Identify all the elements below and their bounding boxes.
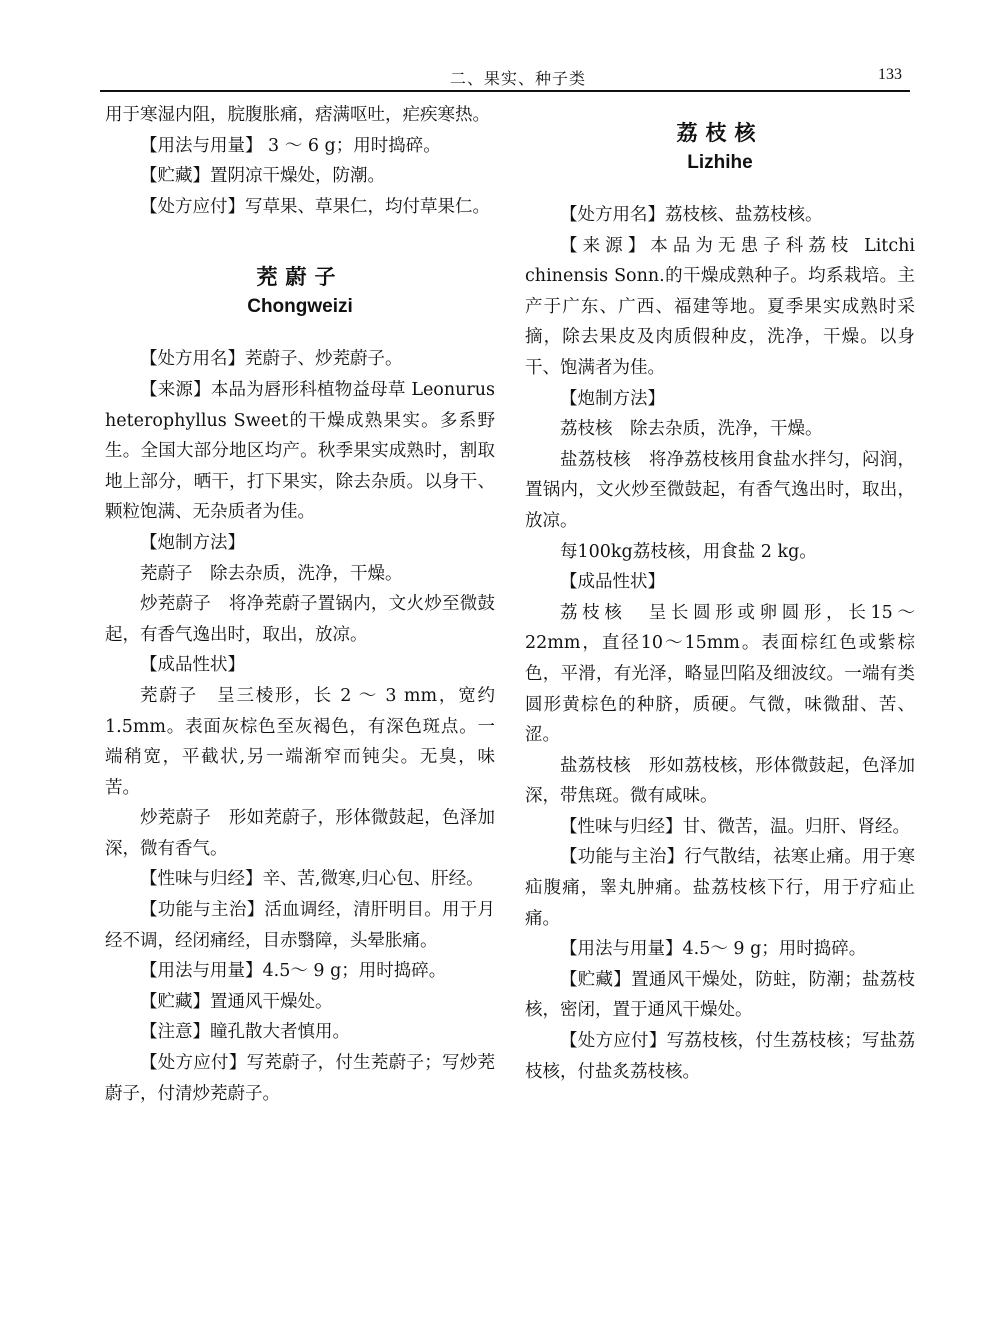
entry-heading-chongweizi	[105, 262, 495, 322]
prescription-dispensing: 【处方应付】写茺蔚子，付生茺蔚子；写炒茺蔚子，付清炒茺蔚子。	[105, 1053, 495, 1104]
entry-title-chinese: 荔枝核	[676, 121, 764, 145]
prescription-names: 【处方用名】茺蔚子、炒茺蔚子。	[140, 349, 403, 370]
entry-title-chinese: 茺蔚子	[256, 265, 344, 290]
product-characteristics-item: 盐荔枝核 形如荔枝核，形体微鼓起，色泽加深，带焦斑。微有咸味。	[525, 755, 915, 807]
function-indication: 【功能与主治】行气散结，祛寒止痛。用于寒疝腹痛，睾丸肿痛。盐荔枝核下行，用于疗疝止痛。	[525, 847, 915, 929]
running-title: 二、果实、种子类	[450, 69, 587, 88]
usage-dosage: 【用法与用量】4.5～ 9 g；用时捣碎。	[140, 961, 447, 982]
continued-paragraph: 用于寒湿内阻，脘腹胀痛，痞满呕吐，疟疾寒热。	[105, 105, 490, 125]
storage: 【贮藏】置通风干燥处，防蛀，防潮；盐荔枝核，密闭，置于通风干燥处。	[525, 969, 915, 1021]
storage: 【贮藏】置通风干燥处。	[140, 991, 333, 1012]
product-characteristics-item: 茺蔚子 呈三棱形，长 2 ～ 3 mm，宽约1.5mm。表面灰棕色至灰褐色，有深色斑点。一端稍宽，平截状,另一端渐窄而钝尖。无臭，味苦。	[105, 685, 495, 798]
product-characteristics-item: 炒茺蔚子 形如茺蔚子，形体微鼓起，色泽加深，微有香气。	[105, 808, 495, 859]
product-characteristics-item: 荔枝核 呈长圆形或卵圆形，长15～22mm，直径10～15mm。表面棕红色或紫棕色，平滑，有光泽，略显凹陷及细波纹。一端有类圆形黄棕色的种脐，质硬。气微，味微甜、苦、涩。	[525, 602, 915, 746]
processing-method-heading: 【炮制方法】	[140, 532, 245, 553]
usage-dosage: 【用法与用量】 3 ～ 6 g；用时捣碎。	[140, 135, 441, 156]
right-column	[525, 100, 915, 1087]
processing-method-item: 茺蔚子 除去杂质，洗净，干燥。	[140, 563, 403, 584]
left-column	[105, 100, 495, 1109]
processing-method-item: 荔枝核 除去杂质，洗净，干燥。	[560, 419, 823, 440]
nature-meridian: 【性味与归经】甘、微苦，温。归肝、肾经。	[560, 816, 910, 837]
running-header	[100, 60, 910, 92]
prescription-dispensing: 【处方应付】写荔枝核，付生荔枝核；写盐荔枝核，付盐炙荔枝核。	[525, 1031, 915, 1082]
storage: 【贮藏】置阴凉干燥处，防潮。	[140, 166, 385, 187]
usage-dosage: 【用法与用量】4.5～ 9 g；用时捣碎。	[560, 939, 867, 960]
product-characteristics-heading: 【成品性状】	[140, 655, 245, 676]
product-characteristics-heading: 【成品性状】	[560, 572, 665, 593]
source: 【来源】本品为唇形科植物益母草 Leonurus heterophyllus Sweet的干燥成熟果实。多系野生。全国大部分地区均产。秋季果实成熟时，割取地上部分，晒干，打下果实，除去杂质。以身干、颗粒饱满、无杂质者为佳。	[105, 379, 495, 523]
caution: 【注意】瞳孔散大者慎用。	[140, 1022, 350, 1043]
nature-meridian: 【性味与归经】辛、苦,微寒,归心包、肝经。	[140, 869, 484, 890]
entry-title-pinyin: Lizhihe	[687, 152, 753, 173]
function-indication: 【功能与主治】活血调经，清肝明目。用于月经不调，经闭痛经，目赤翳障，头晕胀痛。	[105, 900, 495, 951]
entry-title-pinyin: Chongweizi	[247, 296, 353, 318]
page-number: 133	[878, 66, 902, 83]
processing-method-item: 每100kg荔枝核，用食盐 2 kg。	[560, 541, 817, 562]
prescription-dispensing: 【处方应付】写草果、草果仁，均付草果仁。	[140, 196, 490, 217]
processing-method-item: 盐荔枝核 将净荔枝核用食盐水拌匀，闷润，置锅内，文火炒至微鼓起，有香气逸出时，取出，放凉。	[525, 449, 915, 531]
entry-heading-lizhihe	[525, 118, 915, 178]
source: 【来源】本品为无患子科荔枝 Litchi chinensis Sonn.的干燥成熟种子。均系栽培。主产于广东、广西、福建等地。夏季果实成熟时采摘，除去果皮及肉质假种皮，洗净，干燥。以身干、饱满者为佳。	[525, 235, 915, 378]
processing-method-heading: 【炮制方法】	[560, 388, 665, 409]
prescription-names: 【处方用名】荔枝核、盐荔枝核。	[560, 205, 823, 225]
processing-method-item: 炒茺蔚子 将净茺蔚子置锅内，文火炒至微鼓起，有香气逸出时，取出，放凉。	[105, 594, 495, 645]
